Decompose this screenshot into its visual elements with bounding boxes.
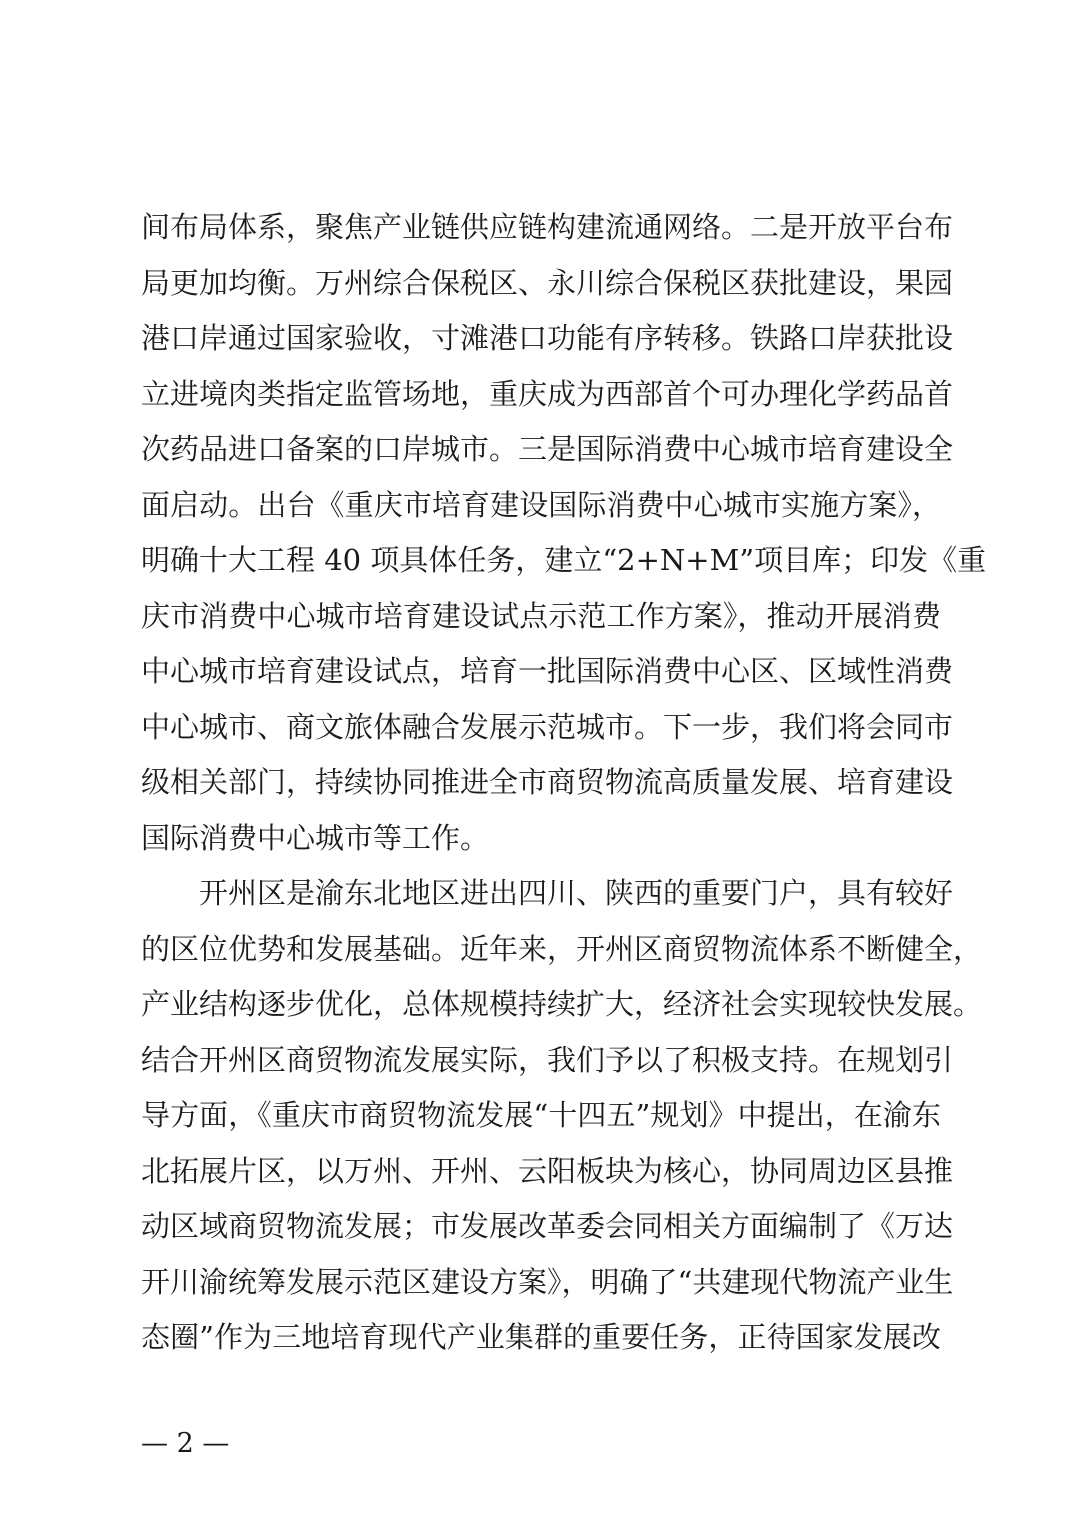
paragraph-2: [141, 866, 983, 1366]
text-line: 中心城市培育建设试点，培育一批国际消费中心区、区域性消费: [141, 654, 954, 688]
text-line: 结合开州区商贸物流发展实际，我们予以了积极支持。在规划引: [141, 1042, 954, 1077]
text-line: 态圈”作为三地培育现代产业集群的重要任务，正待国家发展改: [141, 1320, 941, 1354]
text-line: 导方面，《重庆市商贸物流发展“十四五”规划》中提出，在渝东: [141, 1098, 941, 1132]
text-line: 立进境肉类指定监管场地，重庆成为西部首个可办理化学药品首: [141, 376, 954, 411]
text-line: 面启动。出台《重庆市培育建设国际消费中心城市实施方案》，: [141, 487, 941, 522]
text-line: 动区域商贸物流发展；市发展改革委会同相关方面编制了《万达: [141, 1209, 954, 1243]
text-line: 间布局体系，聚焦产业链供应链构建流通网络。二是开放平台布: [141, 210, 954, 244]
text-line: 港口岸通过国家验收，寸滩港口功能有序转移。铁路口岸获批设: [141, 321, 954, 355]
text-line: 庆市消费中心城市培育建设试点示范工作方案》，推动开展消费: [141, 598, 941, 633]
text-line: 局更加均衡。万州综合保税区、永川综合保税区获批建设，果园: [141, 265, 954, 300]
paragraph-1: [141, 200, 987, 866]
text-line: 中心城市、商文旅体融合发展示范城市。下一步，我们将会同市: [141, 709, 954, 744]
text-line: 产业结构逐步优化，总体规模持续扩大，经济社会实现较快发展。: [141, 987, 983, 1021]
text-line: 开川渝统筹发展示范区建设方案》，明确了“共建现代物流产业生: [141, 1264, 954, 1299]
body-text: [141, 200, 987, 1366]
text-line: 的区位优势和发展基础。近年来，开州区商贸物流体系不断健全，: [141, 931, 983, 966]
text-line: 国际消费中心城市等工作。: [141, 820, 490, 855]
text-line: 次药品进口备案的口岸城市。三是国际消费中心城市培育建设全: [141, 432, 954, 466]
text-line: 北拓展片区，以万州、开州、云阳板块为核心，协同周边区县推: [141, 1153, 954, 1188]
text-line: 级相关部门，持续协同推进全市商贸物流高质量发展、培育建设: [141, 765, 954, 799]
page-number: — 2 —: [141, 1428, 230, 1459]
text-line: 明确十大工程 40 项具体任务，建立“2+N+M”项目库；印发《重: [141, 543, 987, 577]
text-line: 开州区是渝东北地区进出四川、陕西的重要门户，具有较好: [199, 876, 954, 910]
